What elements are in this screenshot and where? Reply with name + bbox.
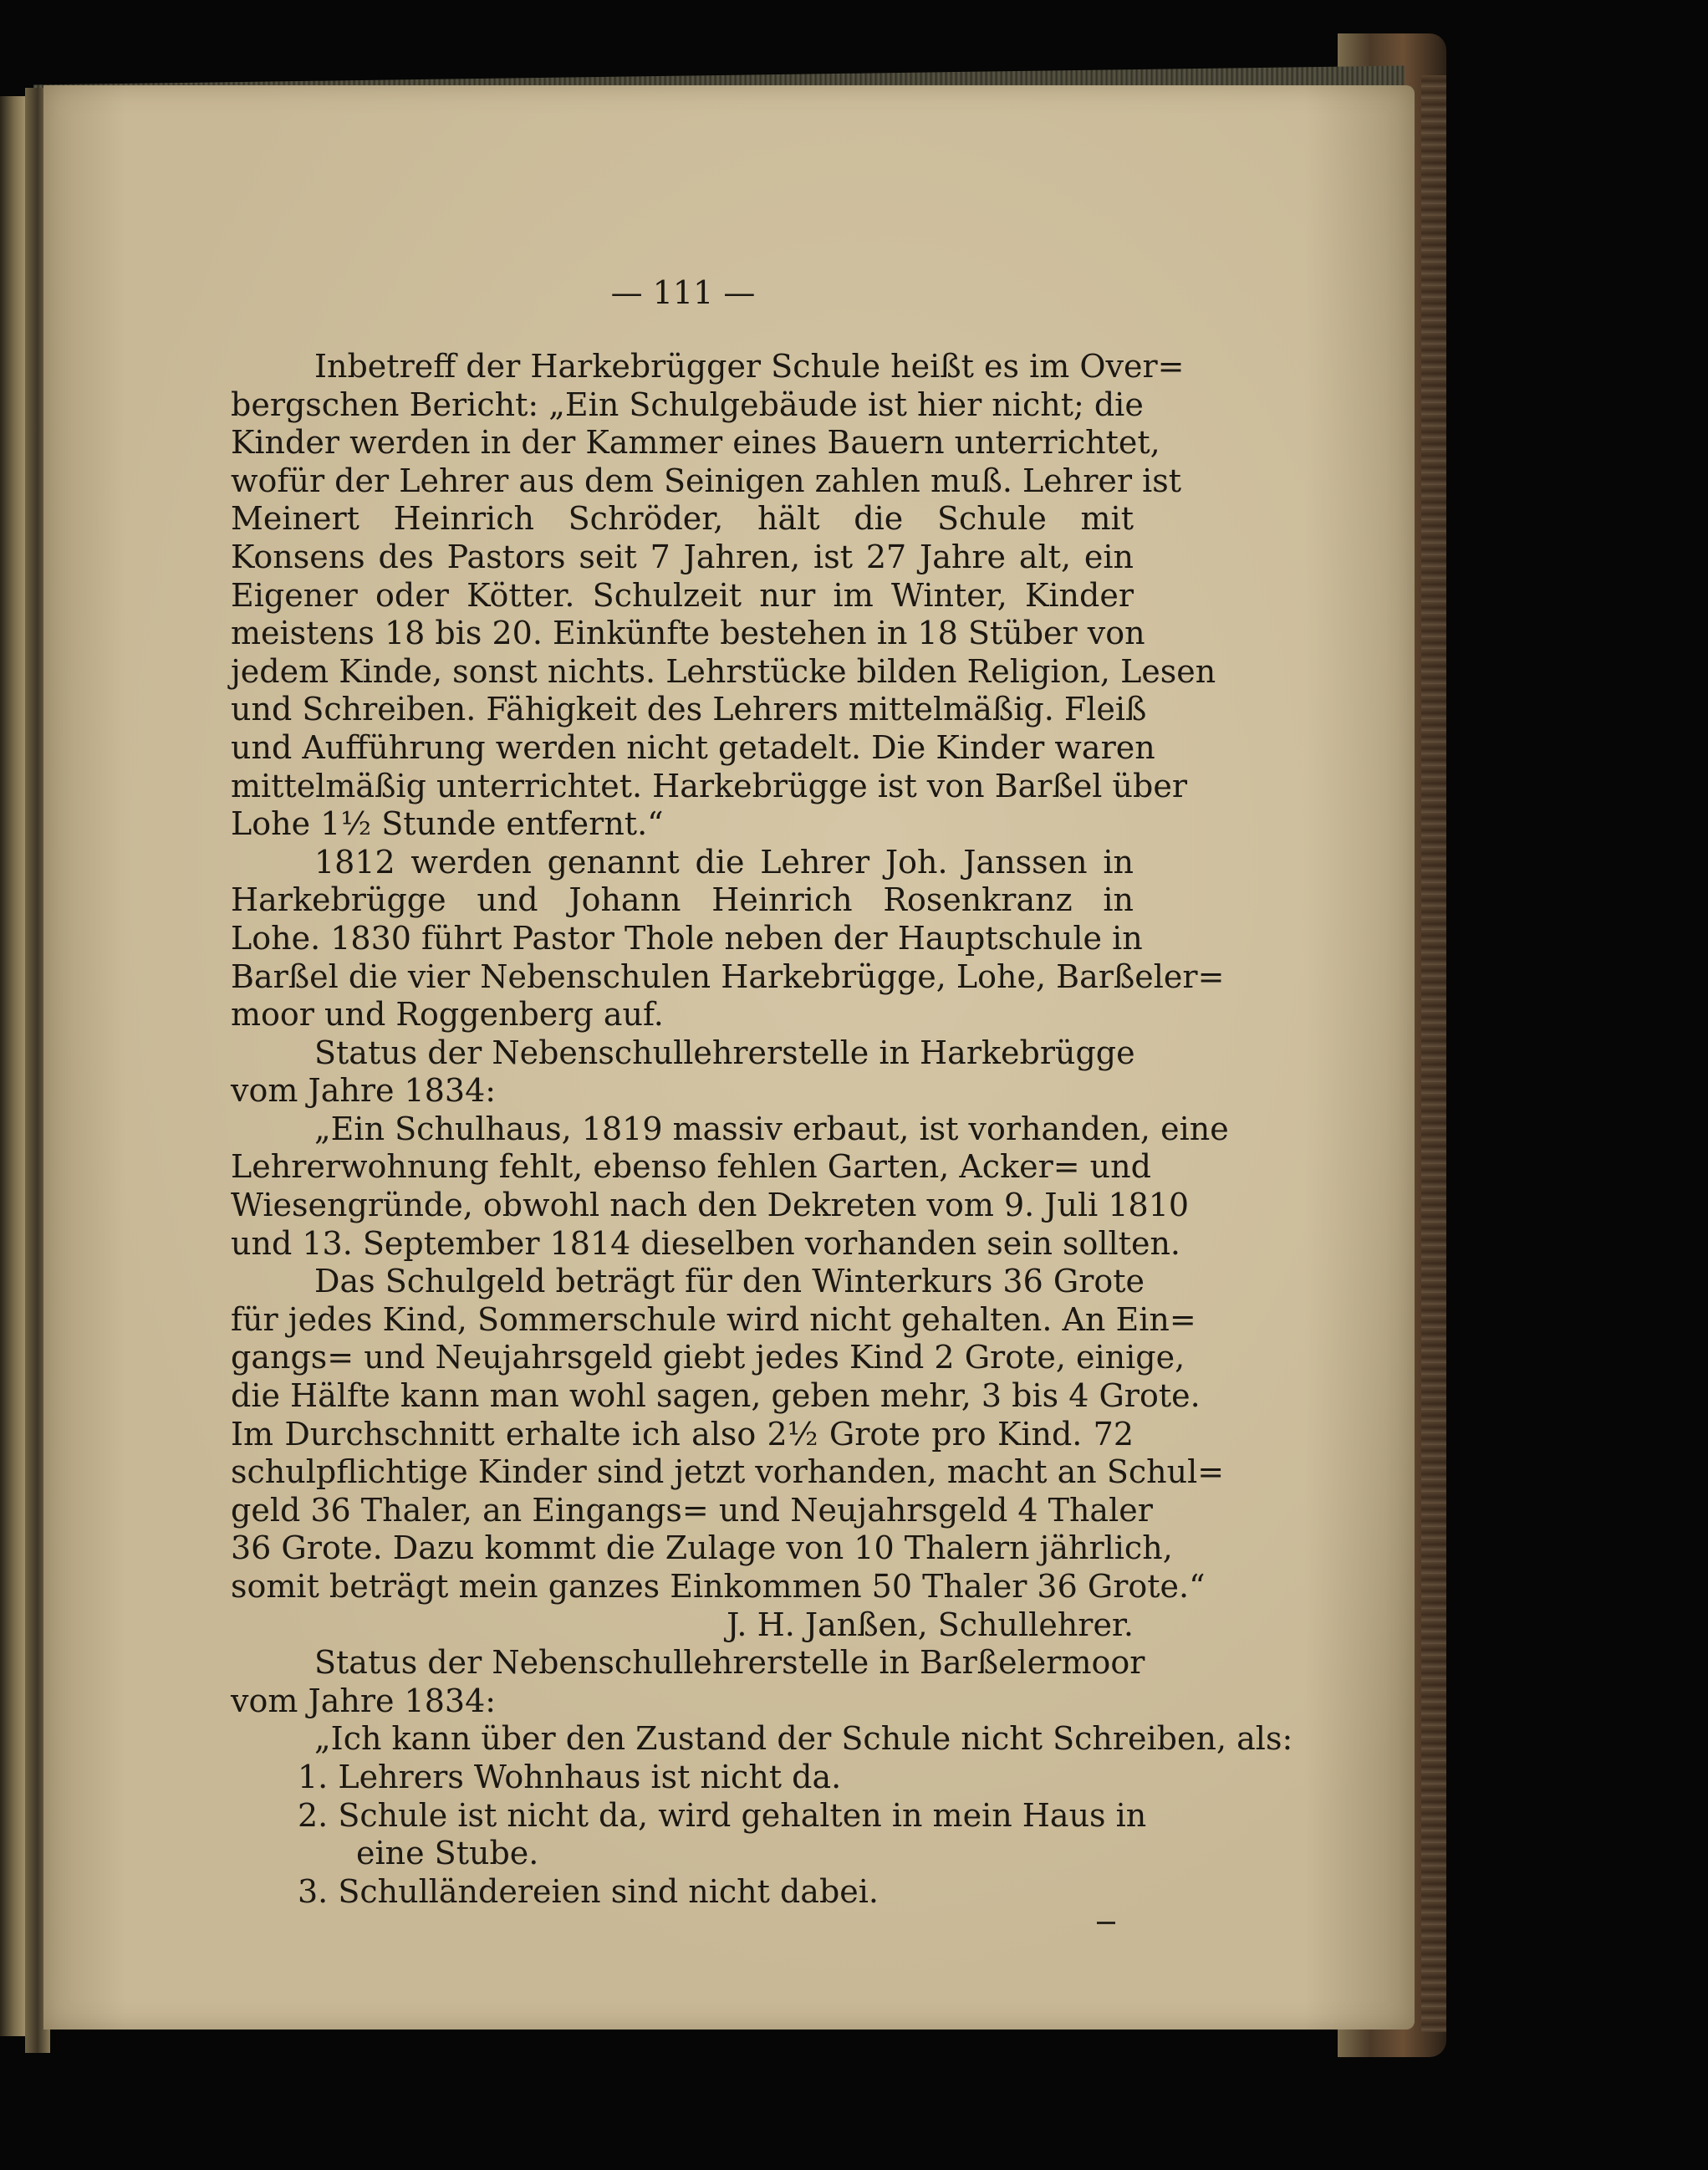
text-line: jedem Kinde, sonst nichts. Lehrstücke bilden Religion, Lesen (231, 652, 1216, 690)
page-number: — 111 — (610, 274, 756, 311)
text-line: 3. Schulländereien sind nicht dabei. (298, 1872, 879, 1910)
text-line: Das Schulgeld beträgt für den Winterkurs 36 Grote (314, 1263, 1145, 1300)
text-line: Barßel die vier Nebenschulen Harkebrügge, Lohe, Barßeler= (231, 957, 1225, 995)
text-line: geld 36 Thaler, an Eingangs= und Neujahrsgeld 4 Thaler (231, 1491, 1153, 1529)
text-line: meistens 18 bis 20. Einkünfte bestehen in 18 Stüber von (231, 615, 1145, 652)
text-line: schulpflichtige Kinder sind jetzt vorhanden, macht an Schul= (231, 1453, 1225, 1491)
text-line: für jedes Kind, Sommerschule wird nicht gehalten. An Ein= (231, 1300, 1196, 1338)
page-text (231, 348, 1293, 1911)
text-line: eine Stube. (356, 1835, 539, 1872)
text-line: und 13. September 1814 dieselben vorhanden sein sollten. (231, 1224, 1180, 1262)
text-line: 1812 werden genannt die Lehrer Joh. Janssen in (314, 843, 1134, 881)
text-line: bergschen Bericht: „Ein Schulgebäude ist hier nicht; die (231, 385, 1144, 423)
text-line: Kinder werden in der Kammer eines Bauern unterrichtet, (231, 424, 1160, 462)
text-line: Status der Nebenschullehrerstelle in Barßelermoor (314, 1644, 1145, 1682)
text-line: J. H. Janßen, Schullehrer. (727, 1606, 1134, 1643)
text-line: Lehrerwohnung fehlt, ebenso fehlen Garten, Acker= und (231, 1148, 1151, 1186)
text-line: moor und Roggenberg auf. (231, 996, 664, 1034)
text-line: die Hälfte kann man wohl sagen, geben mehr, 3 bis 4 Grote. (231, 1377, 1201, 1415)
text-line: Lohe. 1830 führt Pastor Thole neben der Hauptschule in (231, 919, 1143, 957)
text-line: Harkebrügge und Johann Heinrich Rosenkranz in (231, 881, 1134, 919)
text-line: vom Jahre 1834: (231, 1682, 497, 1719)
text-line: und Schreiben. Fähigkeit des Lehrers mittelmäßig. Fleiß (231, 691, 1147, 728)
book-cover-texture (1421, 75, 1446, 2032)
text-line: 1. Lehrers Wohnhaus ist nicht da. (298, 1758, 842, 1795)
text-line: 36 Grote. Dazu kommt die Zulage von 10 Thalern jährlich, (231, 1529, 1173, 1567)
text-line: Status der Nebenschullehrerstelle in Harkebrügge (314, 1034, 1135, 1071)
text-line: Wiesengründe, obwohl nach den Dekreten vom 9. Juli 1810 (231, 1187, 1190, 1224)
text-line: und Aufführung werden nicht getadelt. Die Kinder waren (231, 728, 1155, 766)
text-line: Inbetreff der Harkebrügger Schule heißt es im Over= (314, 348, 1185, 385)
text-line: vom Jahre 1834: (231, 1072, 497, 1110)
text-line: Im Durchschnitt erhalte ich also 2½ Grote pro Kind. 72 (231, 1415, 1134, 1453)
text-line: 2. Schule ist nicht da, wird gehalten in mein Haus in (298, 1796, 1147, 1834)
text-line: wofür der Lehrer aus dem Seinigen zahlen muß. Lehrer ist (231, 462, 1182, 499)
text-line: „Ich kann über den Zustand der Schule nicht Schreiben, als: (314, 1720, 1293, 1758)
text-line: Eigener oder Kötter. Schulzeit nur im Winter, Kinder (231, 576, 1134, 614)
text-line: Lohe 1½ Stunde entfernt.“ (231, 805, 664, 843)
text-line: somit beträgt mein ganzes Einkommen 50 Thaler 36 Grote.“ (231, 1568, 1206, 1605)
text-line: mittelmäßig unterrichtet. Harkebrügge ist von Barßel über (231, 767, 1187, 804)
text-line: Meinert Heinrich Schröder, hält die Schule mit (231, 500, 1134, 538)
text-line: Konsens des Pastors seit 7 Jahren, ist 27 Jahre alt, ein (231, 538, 1134, 575)
text-line: „Ein Schulhaus, 1819 massiv erbaut, ist vorhanden, eine (314, 1110, 1229, 1147)
stray-mark (1097, 1922, 1115, 1924)
text-line: gangs= und Neujahrsgeld giebt jedes Kind 2 Grote, einige, (231, 1339, 1185, 1376)
